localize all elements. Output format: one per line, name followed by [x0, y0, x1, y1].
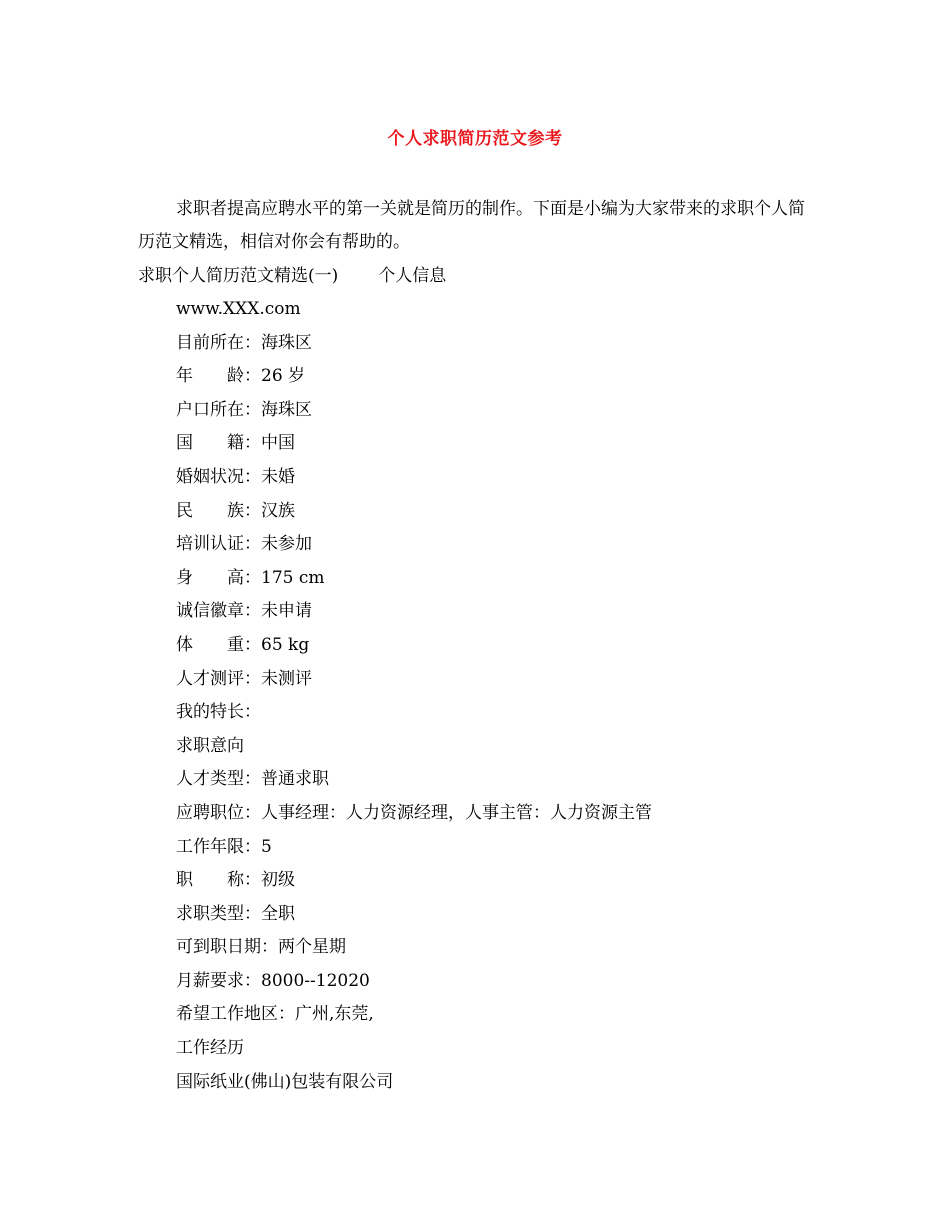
resume-line-start-date: 可到职日期：两个星期 — [176, 937, 346, 958]
resume-line-location: 目前所在：海珠区 — [176, 332, 312, 353]
resume-line-weight: 体 重：65 kg — [176, 634, 310, 655]
resume-line-height: 身 高：175 cm — [176, 567, 325, 588]
section-subheading: 个人信息 — [378, 266, 447, 286]
resume-line-position: 应聘职位：人事经理：人力资源经理，人事主管：人力资源主管 — [176, 802, 652, 823]
resume-line-region: 希望工作地区：广州,东莞, — [176, 1004, 374, 1025]
resume-line-title: 职 称：初级 — [176, 870, 295, 891]
resume-lines — [176, 297, 652, 1103]
resume-line-website: www.XXX.com — [176, 299, 301, 319]
resume-line-marital: 婚姻状况：未婚 — [176, 466, 295, 487]
resume-line-specialty: 我的特长： — [176, 702, 261, 723]
resume-line-experience-heading: 工作经历 — [176, 1038, 244, 1059]
resume-line-nationality: 国 籍：中国 — [176, 433, 295, 454]
resume-line-age: 年 龄：26 岁 — [176, 366, 306, 387]
document-title: 个人求职简历范文参考 — [387, 129, 563, 149]
resume-line-hukou: 户口所在：海珠区 — [176, 399, 312, 420]
resume-line-job-type: 求职类型：全职 — [176, 903, 295, 924]
resume-line-talent-type: 人才类型：普通求职 — [176, 769, 329, 790]
section-heading-text: 求职个人简历范文精选(一) — [138, 266, 339, 286]
resume-line-company: 国际纸业(佛山)包装有限公司 — [176, 1071, 394, 1092]
resume-line-salary: 月薪要求：8000--12020 — [176, 970, 370, 991]
resume-line-ethnicity: 民 族：汉族 — [176, 500, 295, 521]
resume-line-years: 工作年限：5 — [176, 836, 272, 857]
resume-line-assessment: 人才测评：未测评 — [176, 668, 312, 689]
resume-line-intention-heading: 求职意向 — [176, 735, 244, 756]
resume-line-training: 培训认证：未参加 — [176, 534, 312, 555]
intro-paragraph — [138, 193, 818, 259]
intro-text: 求职者提高应聘水平的第一关就是简历的制作。下面是小编为大家带来的求职个人简历范文精选，相信对你会有帮助的。 — [138, 199, 805, 252]
resume-line-integrity: 诚信徽章：未申请 — [176, 601, 312, 622]
section-heading — [138, 264, 446, 288]
